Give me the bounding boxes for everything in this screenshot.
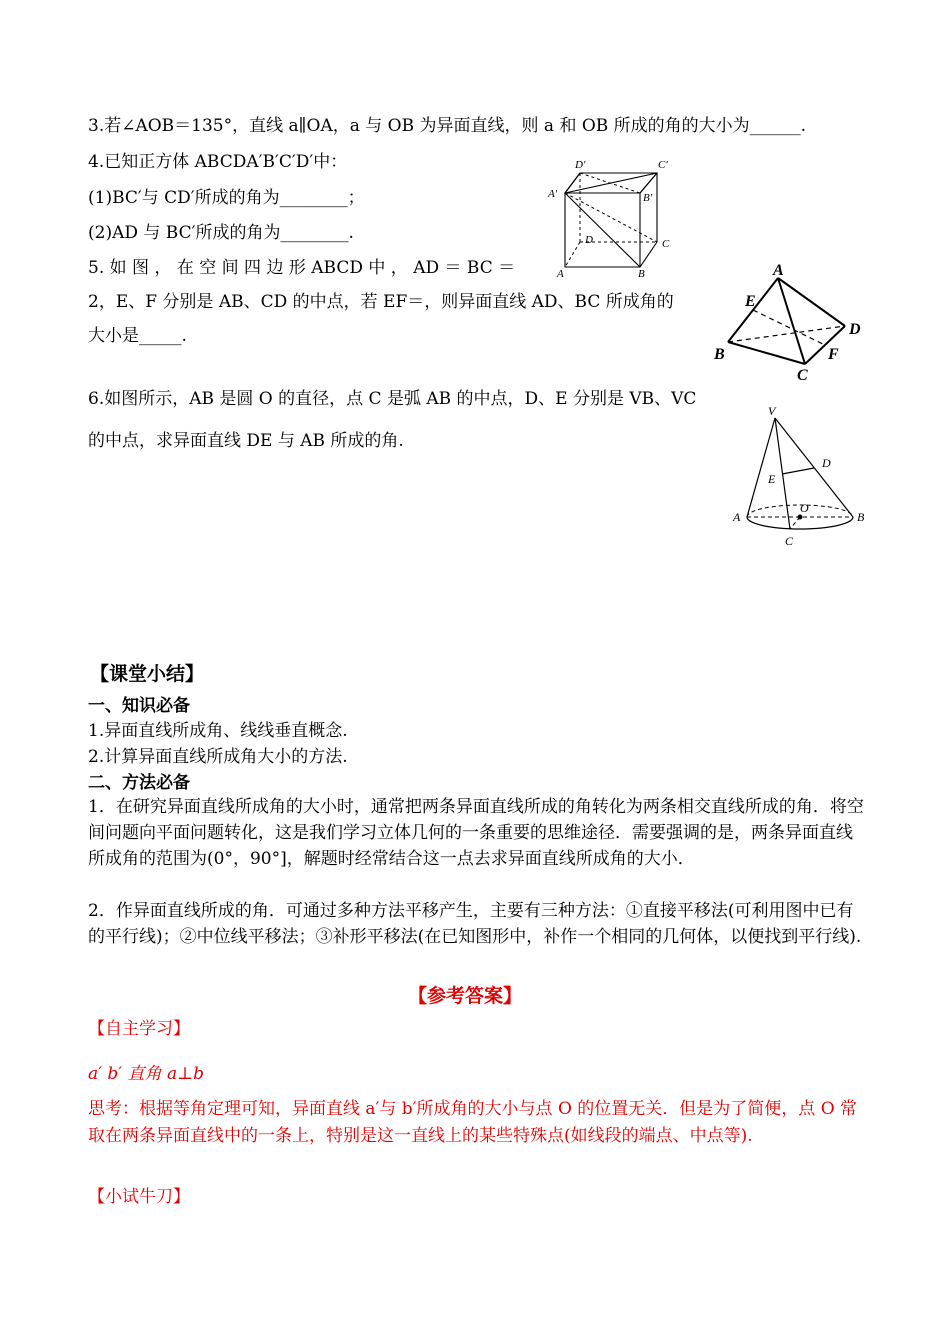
problem-3: 3.若∠AOB＝135°，直线 a∥OA，a 与 OB 为异面直线，则 a 和 OB 所成的角的大小为______. <box>88 116 807 136</box>
cube-label-d: D <box>585 234 593 246</box>
cube-label-a1: A′ <box>548 188 558 200</box>
tetra-label-d: D <box>849 321 861 338</box>
method-heading: 二、方法必备 <box>88 773 190 793</box>
tetra-label-c: C <box>797 367 808 384</box>
cube-label-b: B <box>638 268 645 280</box>
problem-6-line-2: 的中点，求异面直线 DE 与 AB 所成的角. <box>88 431 404 451</box>
think-paragraph: 思考：根据等角定理可知，异面直线 a′与 b′所成角的大小与点 O 的位置无关．但是为了简便，点 O 常取在两条异面直线中的一条上，特别是这一直线上的某些特殊点(如线段的端点、中点等). <box>88 1099 858 1146</box>
tetrahedron-figure <box>710 262 870 382</box>
summary-title: 【课堂小结】 <box>90 663 205 685</box>
problem-4-part-2: (2)AD 与 BC′所成的角为________. <box>88 223 354 243</box>
answers-title: 【参考答案】 <box>408 985 523 1007</box>
cone-label-v: V <box>768 404 776 418</box>
cube-label-b1: B′ <box>643 192 653 204</box>
problem-6-line-1: 6.如图所示，AB 是圆 O 的直径，点 C 是弧 AB 的中点，D、E 分别是 VB、VC <box>88 389 697 409</box>
method-paragraph-2: 2．作异面直线所成的角．可通过多种方法平移产生，主要有三种方法：①直接平移法(可利用图中已有的平行线)；②中位线平移法；③补形平移法(在已知图形中，补作一个相同的几何体，以便找到平行线). <box>88 901 862 947</box>
tetra-label-a: A <box>773 262 784 279</box>
knowledge-item-2: 2.计算异面直线所成角大小的方法. <box>88 747 348 767</box>
trial-heading: 【小试牛刀】 <box>88 1187 190 1207</box>
cone-figure <box>730 400 870 550</box>
problem-4-part-1: (1)BC′与 CD′所成的角为________； <box>88 188 365 208</box>
cube-figure <box>545 155 685 285</box>
cone-label-c: C <box>785 534 794 548</box>
tetra-label-f: F <box>828 346 839 363</box>
cube-label-a: A <box>557 268 564 280</box>
problem-5-line-2: 2，E、F 分别是 AB、CD 的中点，若 EF＝，则异面直线 AD、BC 所成角的 <box>88 292 674 312</box>
cube-label-d1: D′ <box>575 159 586 171</box>
cone-label-o: O <box>800 501 809 515</box>
cube-label-c: C <box>662 238 670 250</box>
knowledge-heading: 一、知识必备 <box>88 696 190 716</box>
problem-4: 4.已知正方体 ABCDA′B′C′D′中： <box>88 152 348 172</box>
tetra-label-e: E <box>745 293 756 310</box>
answer-line: a′ b′ 直角 a⊥b <box>88 1064 204 1084</box>
cone-label-a: A <box>733 510 741 524</box>
problem-5-line-1: 5. 如 图 ， 在 空 间 四 边 形 ABCD 中 ， AD ＝ BC ＝ <box>88 258 516 278</box>
cone-label-b: B <box>857 510 865 524</box>
self-study-heading: 【自主学习】 <box>88 1019 190 1039</box>
method-paragraph-1: 1．在研究异面直线所成角的大小时，通常把两条异面直线所成的角转化为两条相交直线所成的角．将空间问题向平面问题转化，这是我们学习立体几何的一条重要的思维途径．需要强调的是，两条异面直线所成角的范围为(0°，90°]，解题时经常结合这一点去求异面直线所成角的大小． <box>88 797 864 869</box>
tetra-label-b: B <box>714 346 725 363</box>
knowledge-item-1: 1.异面直线所成角、线线垂直概念. <box>88 721 348 741</box>
cube-label-c1: C′ <box>658 159 668 171</box>
cone-label-e: E <box>768 472 776 486</box>
problem-5-line-3: 大小是_____. <box>88 326 187 346</box>
cone-label-d: D <box>822 456 831 470</box>
